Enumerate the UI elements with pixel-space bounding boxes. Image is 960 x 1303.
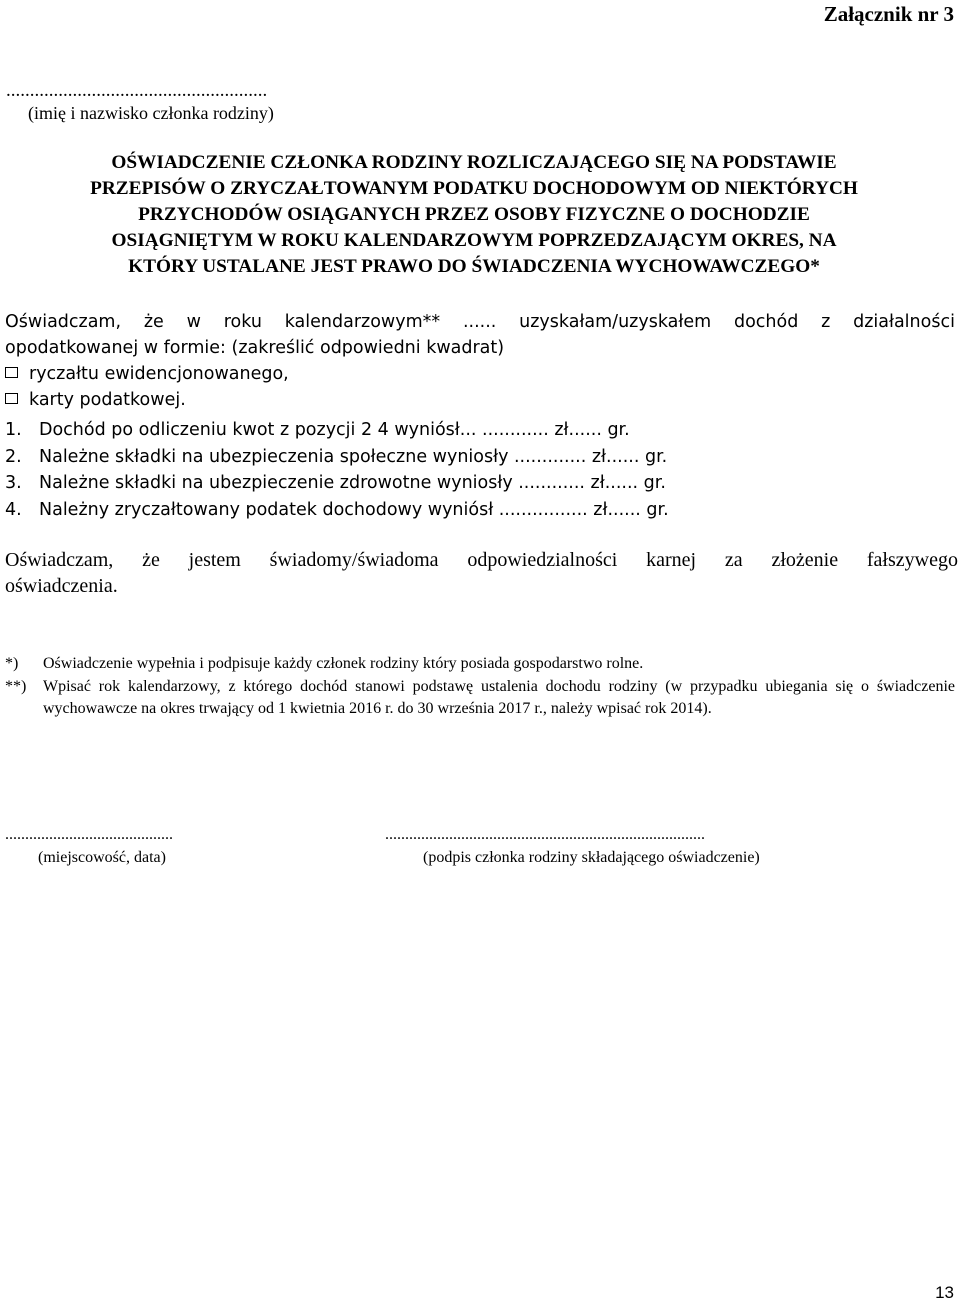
declaration-word: Oświadczam, [5,312,122,332]
responsibility-statement [5,547,958,599]
item-number: 1. [5,420,22,440]
title-line: OSIĄGNIĘTYM W ROKU KALENDARZOWYM POPRZEDZAJĄCYM OKRES, NA [111,230,837,251]
place-date-label: (miejscowość, data) [38,849,166,866]
declaration-word: z [821,312,831,332]
declaration-word: dochód [733,312,799,332]
item-number: 3. [5,473,22,493]
footnote-text: Wpisać rok kalendarzowy, z którego dochód stanowi podstawę ustalenia dochodu rodziny (w przypadku ubiegania się o świadczenie wychowawcze na okres trwający od 1 kwietnia 2016 r. do 30 września 2017 r., należy wpisać rok 2014). [43,678,955,717]
title-line: PRZEPISÓW O ZRYCZAŁTOWANYM PODATKU DOCHODOWYM OD NIEKTÓRYCH [90,178,858,199]
statement-word: Oświadczam, [5,549,114,571]
declaration-word: działalności [853,312,955,332]
title-line: PRZYCHODÓW OSIĄGANYCH PRZEZ OSOBY FIZYCZNE O DOCHODZIE [138,204,810,225]
checkbox-square-icon [5,393,18,404]
item-number: 4. [5,499,22,520]
list-item [5,417,669,444]
option-tax-card [5,387,955,413]
page-number: 13 [935,1283,954,1302]
declaration-word: w [186,312,201,332]
list-item [5,497,669,524]
declaration-line-1 [5,309,955,335]
title-line: OŚWIADCZENIE CZŁONKA RODZINY ROZLICZAJĄCEGO SIĘ NA PODSTAWIE [111,152,837,173]
option-label: ryczałtu ewidencjonowanego, [29,364,289,384]
footnote-mark: *) [5,655,19,672]
list-item [5,470,669,497]
name-fill-line: ....................................................... [6,80,268,101]
item-number: 2. [5,446,22,467]
statement-word: świadomy/świadoma [269,549,439,571]
footnote-mark: **) [5,678,27,695]
attachment-label: Załącznik nr 3 [823,2,954,26]
responsibility-line-1 [5,547,958,573]
declaration-word: roku [223,312,262,332]
document-title [4,150,944,280]
footnote-2 [5,676,955,720]
checkbox-square-icon [5,367,18,378]
list-item [5,444,669,471]
item-text: Należne składki na ubezpieczenie zdrowotne wyniosły ............ zł...... gr. [39,473,666,493]
signature-label: (podpis członka rodziny składającego oświadczenie) [423,849,760,866]
signature-fill-line: ................................................................................ [385,826,705,843]
option-flat-rate [5,361,955,387]
declaration-word: kalendarzowym** [284,312,441,332]
statement-word: złożenie [771,549,839,571]
declaration-word: uzyskałam/uzyskałem [519,312,712,332]
amounts-list [5,417,669,523]
statement-word: karnej [646,549,697,571]
statement-word: że [142,549,160,571]
place-date-fill-line: .......................................... [5,826,173,843]
year-fill-field: ...... [462,312,497,332]
option-label: karty podatkowej. [29,390,186,410]
footnote-1 [5,653,643,675]
statement-word: odpowiedzialności [467,549,618,571]
item-text: Należne składki na ubezpieczenia społeczne wyniosły ............. zł...... gr. [39,446,668,467]
responsibility-line-2: oświadczenia. [5,575,118,597]
item-text: Należny zryczałtowany podatek dochodowy wyniósł ................ zł...... gr. [39,499,669,520]
declaration-line-2: opodatkowanej w formie: (zakreślić odpowiedni kwadrat) [5,338,505,358]
statement-word: za [724,549,743,571]
statement-word: jestem [188,549,241,571]
item-text: Dochód po odliczeniu kwot z pozycji 2 4 wyniósł... ............ zł...... gr. [39,420,630,440]
footnote-text: Oświadczenie wypełnia i podpisuje każdy członek rodziny który posiada gospodarstwo rolne. [43,655,644,672]
statement-word: fałszywego [866,549,958,571]
income-declaration [5,309,955,413]
declaration-word: że [143,312,164,332]
name-field-label: (imię i nazwisko członka rodziny) [28,103,274,123]
title-line: KTÓRY USTALANE JEST PRAWO DO ŚWIADCZENIA WYCHOWAWCZEGO* [128,256,820,277]
